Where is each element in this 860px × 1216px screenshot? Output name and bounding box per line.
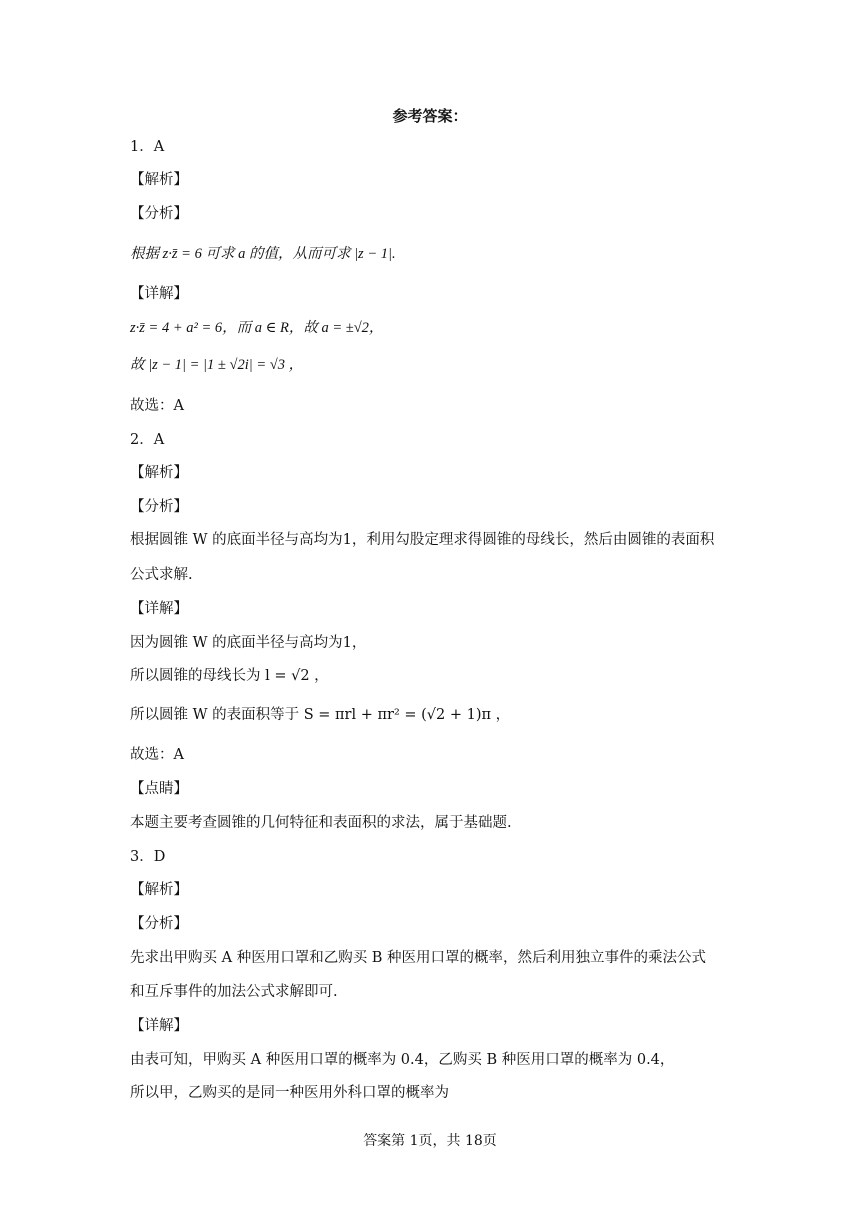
analysis-text: 和互斥事件的加法公式求解即可. xyxy=(130,984,338,1000)
detail-equation: 所以圆锥 W 的表面积等于 S = πrl + πr² = (√2 + 1)π ， xyxy=(130,707,511,723)
section-xiangjie: 【详解】 xyxy=(130,286,188,302)
detail-equation: 故 |z − 1| = |1 ± √2i| = √3 ， xyxy=(130,357,304,373)
page-footer: 答案第 1页，共 18页 xyxy=(363,1133,497,1149)
detail-text: 所以甲，乙购买的是同一种医用外科口罩的概率为 xyxy=(130,1085,449,1101)
section-xiangjie: 【详解】 xyxy=(130,1018,188,1034)
page-title: 参考答案： xyxy=(392,107,468,125)
section-jiexi: 【解析】 xyxy=(130,882,188,898)
analysis-text: 先求出甲购买 A 种医用口罩和乙购买 B 种医用口罩的概率，然后利用独立事件的乘法公式 xyxy=(130,950,707,966)
detail-equation: z·z̄ = 4 + a² = 6，而 a ∈ R，故 a = ±√2， xyxy=(130,320,384,336)
answer-number-1: 1．A xyxy=(130,139,165,155)
choice-text: 故选：A xyxy=(130,398,184,414)
answer-number-2: 2．A xyxy=(130,432,165,448)
section-fenxi: 【分析】 xyxy=(130,916,188,932)
section-xiangjie: 【详解】 xyxy=(130,601,188,617)
analysis-text: 根据 z·z̄ = 6 可求 a 的值，从而可求 |z − 1|. xyxy=(130,246,396,262)
comment-text: 本题主要考查圆锥的几何特征和表面积的求法，属于基础题. xyxy=(130,815,512,831)
answer-number-3: 3．D xyxy=(130,849,166,865)
detail-equation: 所以圆锥的母线长为 l = √2 ， xyxy=(130,668,329,684)
section-fenxi: 【分析】 xyxy=(130,499,188,515)
detail-text: 由表可知，甲购买 A 种医用口罩的概率为 0.4，乙购买 B 种医用口罩的概率为 0.4， xyxy=(130,1052,675,1068)
detail-text: 因为圆锥 W 的底面半径与高均为1， xyxy=(130,635,367,651)
choice-text: 故选：A xyxy=(130,747,184,763)
section-dianjing: 【点睛】 xyxy=(130,781,188,797)
section-fenxi: 【分析】 xyxy=(130,206,188,222)
section-jiexi: 【解析】 xyxy=(130,465,188,481)
analysis-text: 根据圆锥 W 的底面半径与高均为1，利用勾股定理求得圆锥的母线长，然后由圆锥的表面积 xyxy=(130,532,715,548)
analysis-text: 公式求解. xyxy=(130,567,193,583)
section-jiexi: 【解析】 xyxy=(130,172,188,188)
